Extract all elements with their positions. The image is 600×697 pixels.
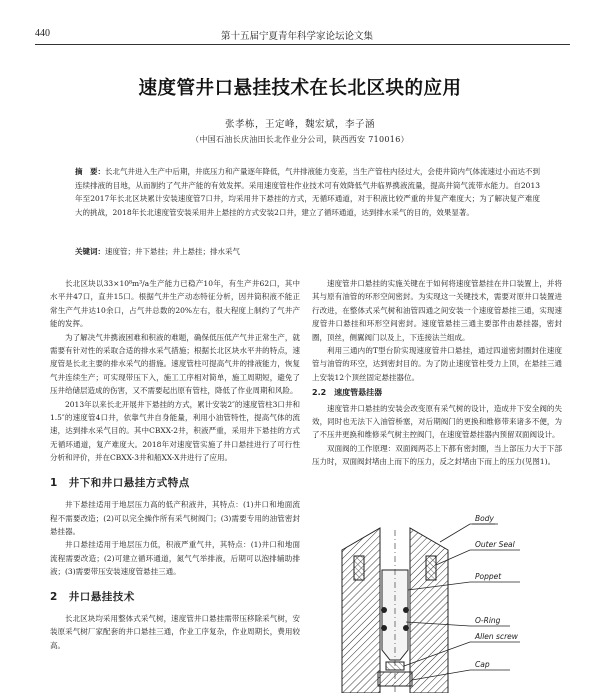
running-title: 第十五届宁夏青年科学家论坛论文集 — [221, 31, 374, 42]
body-right-wall — [410, 528, 448, 693]
paragraph: 为了解决气井携液困难和积液的难题，确保低压低产气井正常生产，就需要有针对性的采取合适的排水采气措施；根据长北区块水平井的特点，速度管是长北主要的排水采气的措施。速度管柱可提高气井的排液能力，恢复气井连续生产；可实现带压下入，施工工序相对简单，施工周期短，避免了压井给储层造成的伤害，又不需要起出原有管柱，降低了作业周期和风险。 — [50, 332, 300, 396]
keywords — [75, 246, 540, 257]
paragraph: 井口悬挂适用于地层压力低，积液严重气井，其特点：(1)井口和地面流程需要改造；(2)可建立循环通道，氮气气举排液，后期可以泡排辅助排液；(3)需要带压安装速度管悬挂三通。 — [50, 540, 300, 577]
left-column — [50, 277, 300, 652]
o-ring-4 — [403, 625, 409, 631]
running-header — [35, 28, 570, 45]
keywords-label: 关键词： — [75, 247, 105, 256]
figure-label-allen-screw: Allen screw — [475, 632, 518, 641]
abstract — [75, 165, 540, 219]
o-ring-3 — [381, 625, 387, 631]
paragraph: 长北区块均采用整体式采气树，速度管井口悬挂需带压移除采气树，安装原采气树厂家配套的井口悬挂三通，作业工序复杂，作业周期长，费用较高。 — [50, 613, 300, 650]
authors: 张孝栋，王定峰，魏宏斌，李子涵 — [224, 119, 375, 130]
figure-label-cap: Cap — [475, 660, 490, 669]
valve-figure — [320, 510, 570, 693]
figure-label-body: Body — [475, 514, 494, 523]
subsection-heading-2-2: 2.2 速度管悬挂器 — [312, 388, 383, 398]
outer-seal-right — [426, 556, 436, 580]
outer-seal-left — [354, 556, 364, 580]
section-heading-2: 2 井口悬挂技术 — [50, 590, 135, 603]
paragraph: 井下悬挂适用于地层压力高的低产积液井，其特点：(1)井口和地面流程不需要改造；(2)可以完全操作所有采气树阀门；(3)需要专用的油管密封悬挂器。 — [50, 500, 300, 536]
figure-label-o-ring: O-Ring — [475, 616, 501, 625]
abstract-text: 长北气井进入生产中后期，井底压力和产量逐年降低，气井排液能力变差，当生产管柱内径过大，会使井筒内气体流速过小而达不到连续排液的目地，从而制约了气井产能的有效发挥。采用速度管柱作业技术可有效降低气井临界携液流量，提高井筒气流带水能力。自2013年至2017年长北区块累计安装速度管7口井，均采用井下悬挂的方式，无循环通道，对于积液比较严重的井复产难度大；为了解决复产难度大的挑战，2018年长北速度管安装采用井上悬挂的方式安装2口井，建立了循环通道，达到排水采气的目的，效果显著。 — [75, 167, 540, 217]
paper-title: 速度管井口悬挂技术在长北区块的应用 — [138, 78, 462, 99]
paragraph: 利用三通内的T型台阶实现速度管井口悬挂，通过四道密封圈封住速度管与油管的环空，达到密封目的。为了防止速度管柱受力上顶，在悬挂三通上安装12个顶丝固定悬挂器位。 — [312, 346, 562, 382]
figure-label-poppet: Poppet — [475, 572, 502, 581]
abstract-label: 摘 要： — [75, 167, 105, 176]
paragraph: 速度管井口悬挂的实施关键在于如何将速度管悬挂在井口装置上，并将其与原有油管的环形空间密封。为实现这一关键技术，需要对原井口装置进行改进，在整体式采气树和油管四通之间安装一个速度管悬挂三通，实现速度管井口悬挂和环形空间密封。速度管悬挂三通主要部件由悬挂器，密封圈，顶丝，侧翼阀门以及上，下连接法兰组成。 — [312, 279, 562, 342]
paragraph: 长北区块以33×10⁸m³/a生产能力已稳产10年，有生产井62口，其中水平井47口，直井15口。根据气井生产动态特征分析，因井筒积液不能正常生产气井达10余口，占气井总数的20%左右，很大程度上制约了气井产能的发挥。 — [50, 279, 300, 329]
paragraph: 2013年以来长北开展井下悬挂的方式，累计安装2″的速度管柱3口井和1.5″的速度管4口井，依靠气井自身能量，利用小油管特性，提高气体的流速，达到排水采气目的。其中CBXX-2井，积液严重，采用井下悬挂的方式无循环通道，复产难度大。2018年对速度管实施了井口悬挂进行了可行性分析和评价，并在CBXX-3井和船XX-X井进行了应用。 — [50, 399, 300, 463]
valve-cross-section-drawing — [320, 510, 570, 693]
figure-label-outer-seal: Outer Seal — [475, 540, 515, 549]
body-left-wall — [342, 528, 380, 693]
right-column — [312, 277, 562, 469]
affiliation: （中国石油长庆油田长北作业分公司，陕西西安 710016） — [191, 135, 409, 144]
cap — [378, 672, 412, 686]
paragraph: 速度管井口悬挂的安装会改变原有采气树的设计，造成井下安全阀的失效，同时也无法下入油管桥塞，对后期阀门的更换和维修带来诸多不便，为了不压井更换和维修采气树主控阀门，在速度管悬挂器内预留双面阀设计。 — [312, 403, 562, 440]
o-ring-1 — [381, 607, 387, 613]
section-heading-1: 1 井下和井口悬挂方式特点 — [50, 476, 190, 489]
allen-screw — [386, 662, 404, 670]
o-ring-2 — [403, 607, 409, 613]
keywords-text: 速度管；井下悬挂；井上悬挂；排水采气 — [105, 247, 240, 256]
paragraph: 双面阀的工作原理：双面阀两芯上下都有密封圈，当上部压力大于下部压力时，双面阀封堵由上而下的压力，反之封堵由下而上的压力(见图1)。 — [312, 443, 562, 467]
page-number: 440 — [35, 28, 50, 39]
